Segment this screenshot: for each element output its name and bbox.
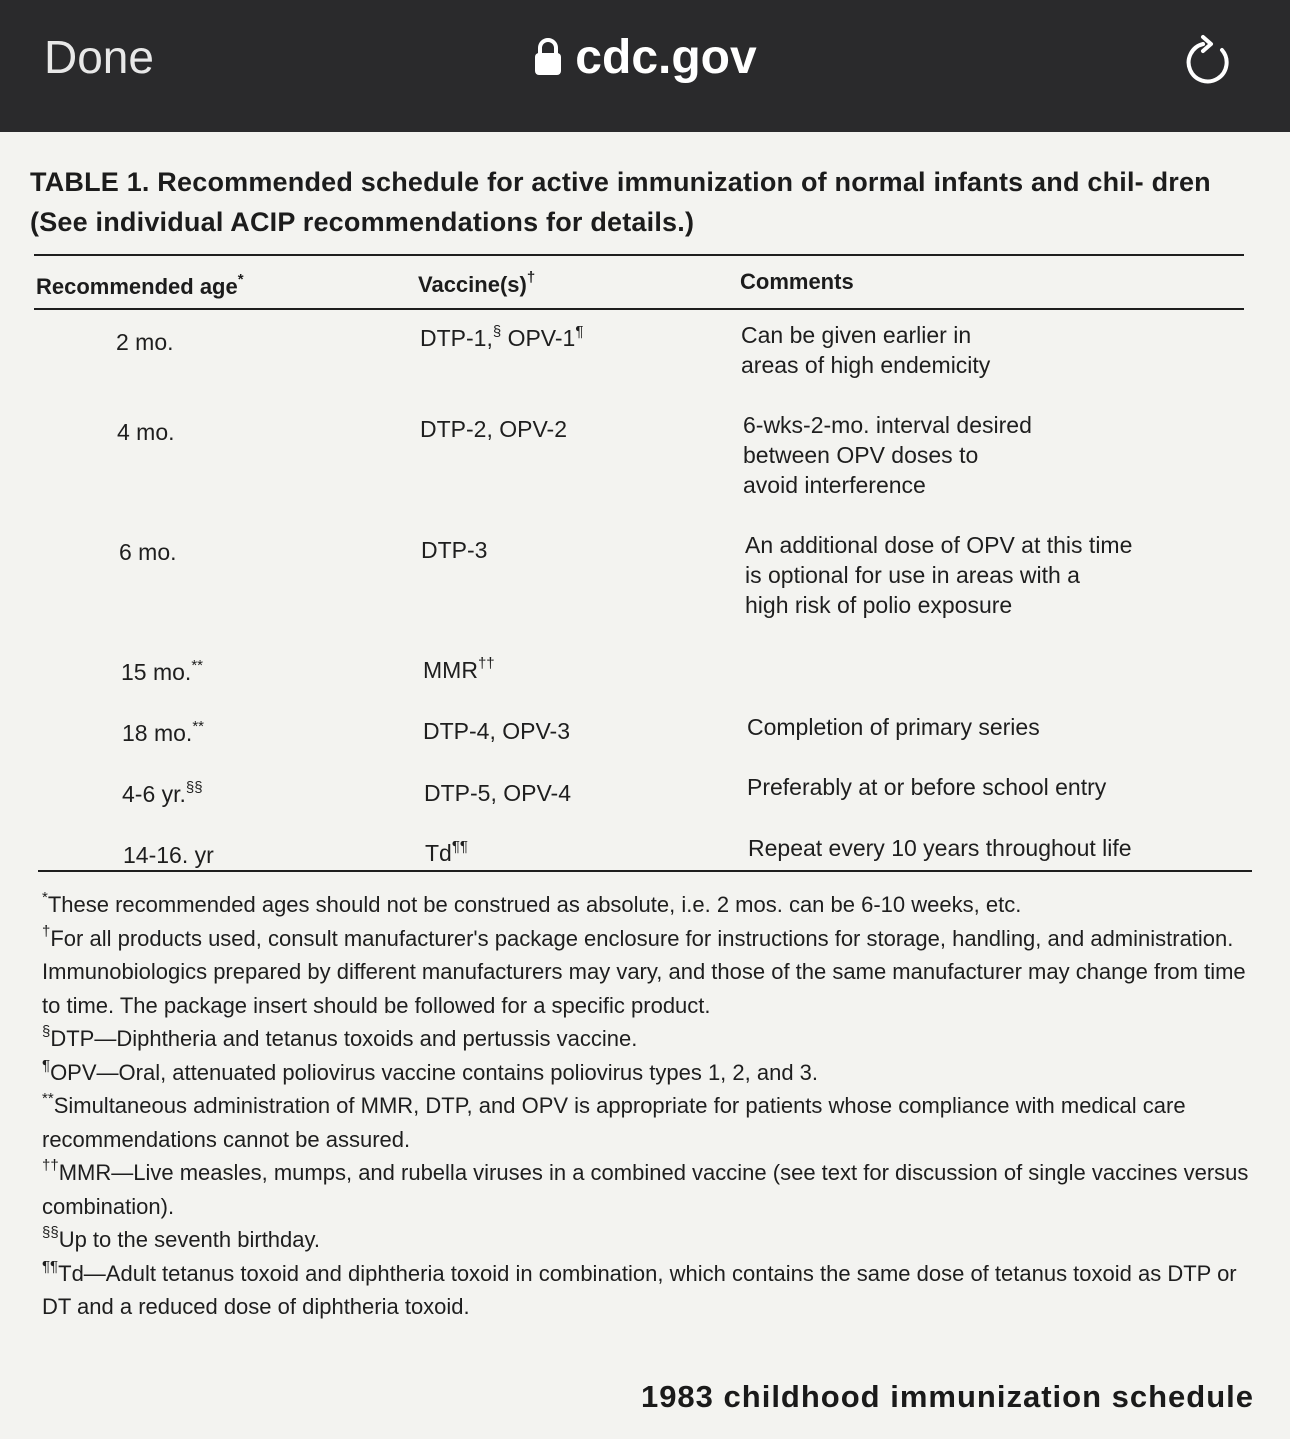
header-rule (34, 308, 1244, 310)
browser-toolbar (0, 0, 1290, 132)
image-caption: 1983 childhood immunization schedule (640, 1379, 1254, 1414)
footnotes (42, 888, 1258, 1324)
table-row-comment: 6-wks-2-mo. interval desired between OPV doses to avoid interference (743, 412, 1032, 498)
footnote: §§Up to the seventh birthday. (42, 1224, 320, 1252)
header-recommended-age: Recommended age* (36, 271, 244, 299)
table-row-vaccine: MMR†† (423, 655, 495, 683)
lock-icon (533, 34, 563, 89)
table-row-comment: An additional dose of OPV at this time is optional for use in areas with a high risk of polio exposure (745, 532, 1133, 618)
table-row-comment: Can be given earlier in areas of high endemicity (741, 322, 991, 378)
table-caption: TABLE 1. Recommended schedule for active immunization of normal infants and chil- dren (See individual ACIP recommendations for details.) (30, 167, 1211, 237)
done-button[interactable]: Done (44, 31, 154, 83)
table-row-age: 4-6 yr.§§ (122, 779, 203, 807)
document-view[interactable] (0, 132, 1290, 1439)
table-row-age: 6 mo. (119, 539, 177, 565)
footnote: ¶¶Td—Adult tetanus toxoid and diphtheria toxoid in combination, which contains the same dose of tetanus toxoid as DTP or DT and a reduced dose of diphtheria toxoid. (42, 1257, 1237, 1319)
table-row-comment: Completion of primary series (747, 714, 1040, 740)
table-top-rule (34, 254, 1244, 256)
reload-icon[interactable] (1185, 33, 1237, 94)
table-row-comment: Preferably at or before school entry (747, 774, 1107, 800)
table-row-vaccine: Td¶¶ (425, 838, 468, 866)
table-row-vaccine: DTP-4, OPV-3 (423, 718, 570, 744)
header-vaccines: Vaccine(s)† (418, 269, 536, 297)
table-row-age: 2 mo. (116, 329, 174, 355)
footnote: ††MMR—Live measles, mumps, and rubella viruses in a combined vaccine (see text for discussion of single vaccines versus combination). (42, 1157, 1249, 1219)
table-row-vaccine: DTP-2, OPV-2 (420, 416, 567, 442)
footnote: §DTP—Diphtheria and tetanus toxoids and pertussis vaccine. (42, 1023, 638, 1051)
header-comments: Comments (740, 269, 854, 294)
footnote: ¶OPV—Oral, attenuated poliovirus vaccine contains poliovirus types 1, 2, and 3. (42, 1056, 819, 1085)
url-text: cdc.gov (575, 31, 757, 84)
table-row-age: 15 mo.** (121, 657, 204, 685)
table-row-vaccine: DTP-5, OPV-4 (424, 780, 571, 806)
table-row-age: 14-16. yr (123, 842, 214, 868)
footnote: *These recommended ages should not be construed as absolute, i.e. 2 mos. can be 6-10 weeks, etc. (42, 889, 1022, 917)
footnote: †For all products used, consult manufacturer's package enclosure for instructions for storage, handling, and administration. Immunobiologics prepared by different manufacturers may vary, and those of the same manufacturer may change from time to time. The package insert should be followed for a specific product. (42, 922, 1246, 1018)
table-row-comment: Repeat every 10 years throughout life (748, 835, 1132, 861)
table-row-vaccine: DTP-3 (421, 537, 488, 563)
table-row-vaccine: DTP-1,§ OPV-1¶ (420, 323, 584, 351)
table-row-age: 4 mo. (117, 419, 175, 445)
table-bottom-rule (38, 870, 1252, 872)
footnote: **Simultaneous administration of MMR, DTP, and OPV is appropriate for patients whose compliance with medical care recommendations cannot be assured. (42, 1090, 1186, 1152)
address-bar[interactable] (0, 30, 1290, 89)
table-row-age: 18 mo.** (122, 718, 205, 746)
